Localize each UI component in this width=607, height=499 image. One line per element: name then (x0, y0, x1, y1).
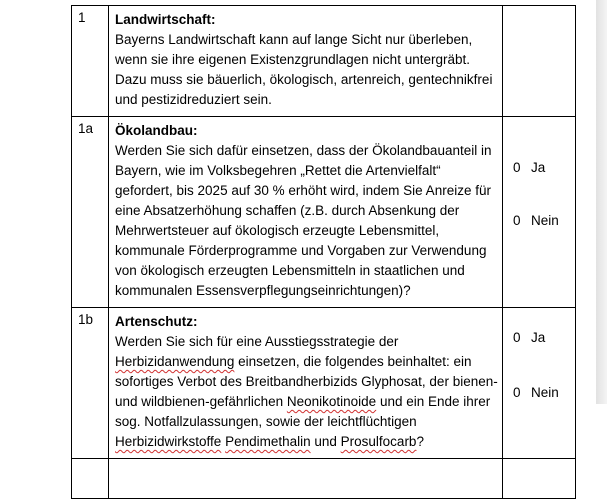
row-number: 1b (72, 308, 109, 459)
text-line (115, 432, 502, 452)
question-text (115, 30, 502, 110)
text-line: sofortiges Verbot des Breitbandherbizids Glyphosat, der bienen- (115, 374, 498, 389)
text-line: Werden Sie sich dafür einsetzen, dass der Ökolandbauanteil in (115, 143, 492, 158)
text-span: ? (416, 434, 424, 449)
option-label: Nein (531, 213, 559, 228)
spellcheck-word: Herbizidwirkstoffe (115, 434, 222, 449)
text-line (115, 392, 502, 412)
page-edge-shadow (596, 0, 607, 404)
text-span: und wildbienen-gefährlichen (115, 394, 287, 409)
questionnaire-table (71, 5, 576, 499)
question-cell[interactable] (109, 308, 503, 459)
text-line: Werden Sie sich für eine Ausstiegsstrategie der (115, 334, 399, 349)
text-line: wenn sie ihre eigenen Existenzgrundlagen nicht untergräbt. (115, 52, 470, 67)
text-line: gefordert, bis 2025 auf 30 % erhöht wird, indem Sie Anreize für (115, 183, 491, 198)
option-yes[interactable] (513, 158, 545, 178)
option-label: Nein (531, 385, 559, 400)
question-title: Artenschutz: (115, 314, 198, 329)
answer-cell (503, 117, 576, 308)
spellcheck-word: Herbizidanwendung (115, 354, 235, 369)
row-number (72, 459, 109, 499)
text-line: Bayerns Landwirtschaft kann auf lange Sicht nur überleben, (115, 32, 473, 47)
table-row (72, 459, 576, 499)
answer-cell (503, 308, 576, 459)
answer-cell (503, 6, 576, 117)
table-row (72, 308, 576, 459)
question-text (115, 332, 502, 452)
option-label: Ja (531, 160, 546, 175)
text-line: sog. Notfallzulassungen, sowie der leichtflüchtigen (115, 414, 417, 429)
question-title: Landwirtschaft: (115, 12, 216, 27)
table-row (72, 117, 576, 308)
spellcheck-word: Pendimethalin (225, 434, 311, 449)
text-line (115, 352, 502, 372)
option-no[interactable] (513, 211, 559, 231)
text-line: kommunale Förderprogramme und Vorgaben zur Verwendung (115, 243, 487, 258)
option-label: Ja (531, 330, 546, 345)
text-line: kommunalen Essensverpflegungseinrichtungen)? (115, 283, 411, 298)
text-span: und (310, 434, 341, 449)
text-line: von ökologisch erzeugten Lebensmitteln in staatlichen und (115, 263, 465, 278)
radio-marker[interactable]: 0 (513, 385, 521, 400)
radio-marker[interactable]: 0 (513, 213, 521, 228)
text-span: einsetzen, die folgendes beinhaltet: ein (234, 354, 472, 369)
question-text (115, 141, 502, 301)
text-span: und ein Ende ihrer (376, 394, 491, 409)
question-cell[interactable] (109, 6, 503, 117)
text-line: Mehrwertsteuer auf ökologisch erzeugte Lebensmittel, (115, 223, 440, 238)
text-line: und pestizidreduziert sein. (115, 92, 272, 107)
spellcheck-word: Prosulfocarb (340, 434, 417, 449)
option-yes[interactable] (513, 328, 545, 348)
question-cell[interactable] (109, 117, 503, 308)
question-cell[interactable] (109, 459, 503, 499)
answer-cell (503, 459, 576, 499)
table-row (72, 6, 576, 117)
row-number: 1a (72, 117, 109, 308)
row-number: 1 (72, 6, 109, 117)
spellcheck-word: Neonikotinoide (286, 394, 377, 409)
text-line: eine Absatzerhöhung schaffen (z.B. durch Absenkung der (115, 203, 460, 218)
text-line: Bayern, wie im Volksbegehren „Rettet die Artenvielfalt“ (115, 163, 441, 178)
radio-marker[interactable]: 0 (513, 330, 521, 345)
text-line: Dazu muss sie bäuerlich, ökologisch, artenreich, gentechnikfrei (115, 72, 493, 87)
question-title: Ökolandbau: (115, 123, 198, 138)
radio-marker[interactable]: 0 (513, 160, 521, 175)
option-no[interactable] (513, 383, 559, 403)
